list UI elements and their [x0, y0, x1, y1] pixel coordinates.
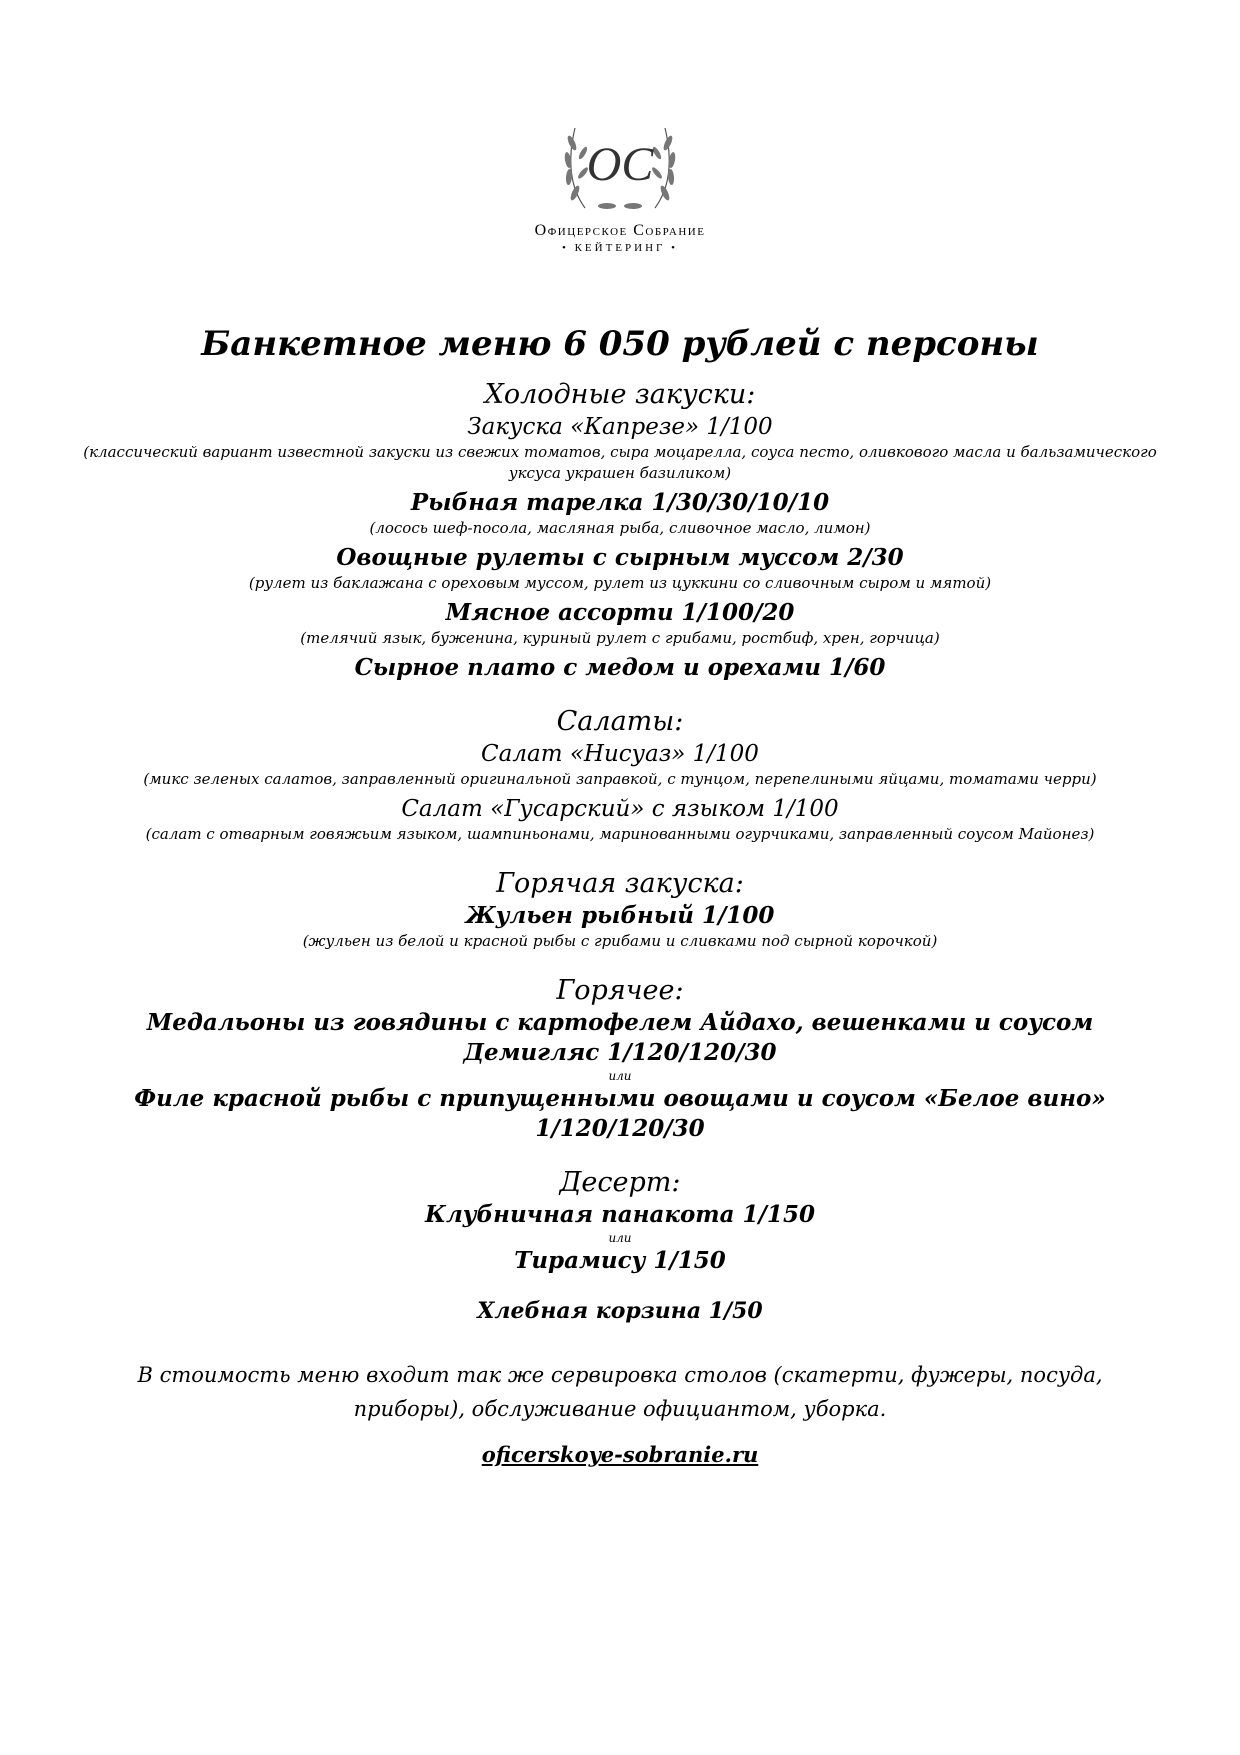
section-dessert	[80, 1166, 1160, 1276]
service-note: В стоимость меню входит так же сервировка столов (скатерти, фужеры, посуда, приборы), обслуживание официантом, уборка.	[137, 1363, 1103, 1421]
or-separator: или	[608, 1069, 632, 1083]
section-title: Салаты:	[556, 706, 684, 737]
dish-description: (классический вариант известной закуски из свежих томатов, сыра моцарелла, соуса песто, оливкового масла и бальзамического уксуса украшен базиликом)	[83, 443, 1157, 482]
dish-description: (микс зеленых салатов, заправленный оригинальной заправкой, с тунцом, перепелиными яйцами, томатами черри)	[143, 770, 1097, 788]
dish-name: Закуска «Капрезе» 1/100	[467, 414, 773, 440]
section-hot-appetizer	[80, 867, 1160, 952]
dish-name: Рыбная тарелка 1/30/30/10/10	[410, 489, 830, 516]
dish-name: Жульен рыбный 1/100	[465, 902, 775, 929]
section-title: Горячая закуска:	[496, 868, 744, 899]
section-main-course	[80, 974, 1160, 1144]
section-title: Горячее:	[556, 975, 684, 1006]
website-link[interactable]: oficerskoye-sobranie.ru	[481, 1442, 759, 1467]
section-cold-appetizers	[80, 378, 1160, 683]
brand-name: Офицерское Собрание	[534, 222, 706, 239]
section-salads	[80, 705, 1160, 845]
dish-name: Салат «Гусарский» с языком 1/100	[401, 796, 839, 822]
dish-description: (рулет из баклажана с ореховым муссом, рулет из цуккини со сливочным сыром и мятой)	[248, 574, 992, 592]
brand-logo	[0, 108, 1240, 254]
dish-description: (телячий язык, буженина, куриный рулет с грибами, ростбиф, хрен, горчица)	[300, 629, 940, 647]
dish-name: Мясное ассорти 1/100/20	[445, 599, 795, 626]
dish-name: Медальоны из говядины с картофелем Айдахо, вешенками и соусом Демигляс 1/120/120/30	[146, 1009, 1094, 1066]
page-title: Банкетное меню 6 050 рублей с персоны	[201, 324, 1039, 364]
dish-name: Филе красной рыбы с припущенными овощами и соусом «Белое вино» 1/120/120/30	[134, 1085, 1106, 1142]
or-separator: или	[608, 1231, 632, 1245]
svg-text:OC: OC	[586, 138, 654, 191]
dish-name: Овощные рулеты с сырным муссом 2/30	[336, 544, 904, 571]
dish-description: (лосось шеф-посола, масляная рыба, сливочное масло, лимон)	[369, 519, 871, 537]
dish-name: Салат «Нисуаз» 1/100	[481, 741, 759, 767]
brand-subtitle: • КЕЙТЕРИНГ •	[561, 242, 678, 254]
bread-basket: Хлебная корзина 1/50	[477, 1298, 763, 1324]
dish-name: Сырное плато с медом и орехами 1/60	[354, 654, 886, 681]
dish-description: (салат с отварным говяжьим языком, шампиньонами, маринованными огурчиками, заправленный соусом Майонез)	[145, 825, 1095, 843]
laurel-monogram-icon	[545, 108, 695, 218]
section-title: Холодные закуски:	[484, 379, 756, 410]
dish-name: Тирамису 1/150	[514, 1247, 726, 1274]
menu-content	[80, 322, 1160, 1467]
section-title: Десерт:	[559, 1167, 681, 1198]
dish-description: (жульен из белой и красной рыбы с грибами и сливками под сырной корочкой)	[302, 932, 938, 950]
dish-name: Клубничная панакота 1/150	[425, 1201, 815, 1228]
